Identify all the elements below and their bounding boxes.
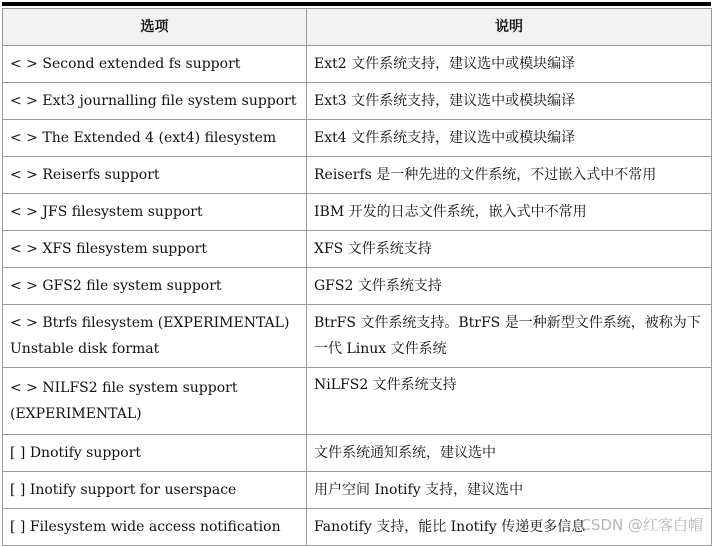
- option-cell: [ ] Inotify support for userspace: [3, 472, 307, 509]
- table-row: [3, 194, 712, 231]
- description-cell: Ext3 文件系统支持，建议选中或模块编译: [307, 83, 712, 120]
- description-cell: Fanotify 支持，能比 Inotify 传递更多信息: [307, 509, 712, 546]
- option-cell: < > Btrfs filesystem (EXPERIMENTAL) Unstable disk format: [3, 305, 307, 368]
- description-cell: XFS 文件系统支持: [307, 231, 712, 268]
- description-cell: IBM 开发的日志文件系统，嵌入式中不常用: [307, 194, 712, 231]
- option-cell: [ ] Dnotify support: [3, 435, 307, 472]
- option-cell: < > XFS filesystem support: [3, 231, 307, 268]
- description-cell: Ext2 文件系统支持，建议选中或模块编译: [307, 46, 712, 83]
- description-cell: Reiserfs 是一种先进的文件系统，不过嵌入式中不常用: [307, 157, 712, 194]
- table-row: [3, 368, 712, 435]
- column-header-description: 说明: [307, 9, 712, 46]
- option-cell: < > JFS filesystem support: [3, 194, 307, 231]
- table-row: [3, 268, 712, 305]
- table-row: [3, 231, 712, 268]
- description-cell: BtrFS 文件系统支持。BtrFS 是一种新型文件系统，被称为下一代 Linux 文件系统: [307, 305, 712, 368]
- option-cell: [ ] Filesystem wide access notification: [3, 509, 307, 546]
- table-row: [3, 46, 712, 83]
- option-cell: < > NILFS2 file system support (EXPERIMENTAL): [3, 368, 307, 435]
- table-row: [3, 120, 712, 157]
- table-top-rule: [2, 2, 711, 6]
- description-cell: 用户空间 Inotify 支持，建议选中: [307, 472, 712, 509]
- column-header-option: 选项: [3, 9, 307, 46]
- option-cell: < > The Extended 4 (ext4) filesystem: [3, 120, 307, 157]
- table-header-row: [3, 9, 712, 46]
- table-row: [3, 435, 712, 472]
- kernel-options-table: [2, 8, 712, 546]
- table-row: [3, 157, 712, 194]
- option-cell: < > Reiserfs support: [3, 157, 307, 194]
- description-cell: Ext4 文件系统支持，建议选中或模块编译: [307, 120, 712, 157]
- description-cell: GFS2 文件系统支持: [307, 268, 712, 305]
- table-row: [3, 509, 712, 546]
- description-cell: 文件系统通知系统，建议选中: [307, 435, 712, 472]
- description-cell: NiLFS2 文件系统支持: [307, 368, 712, 435]
- watermark: CSDN @红客白帽: [580, 516, 703, 534]
- table-row: [3, 305, 712, 368]
- option-cell: < > Ext3 journalling file system support: [3, 83, 307, 120]
- table-row: [3, 83, 712, 120]
- option-cell: < > Second extended fs support: [3, 46, 307, 83]
- table-row: [3, 472, 712, 509]
- option-cell: < > GFS2 file system support: [3, 268, 307, 305]
